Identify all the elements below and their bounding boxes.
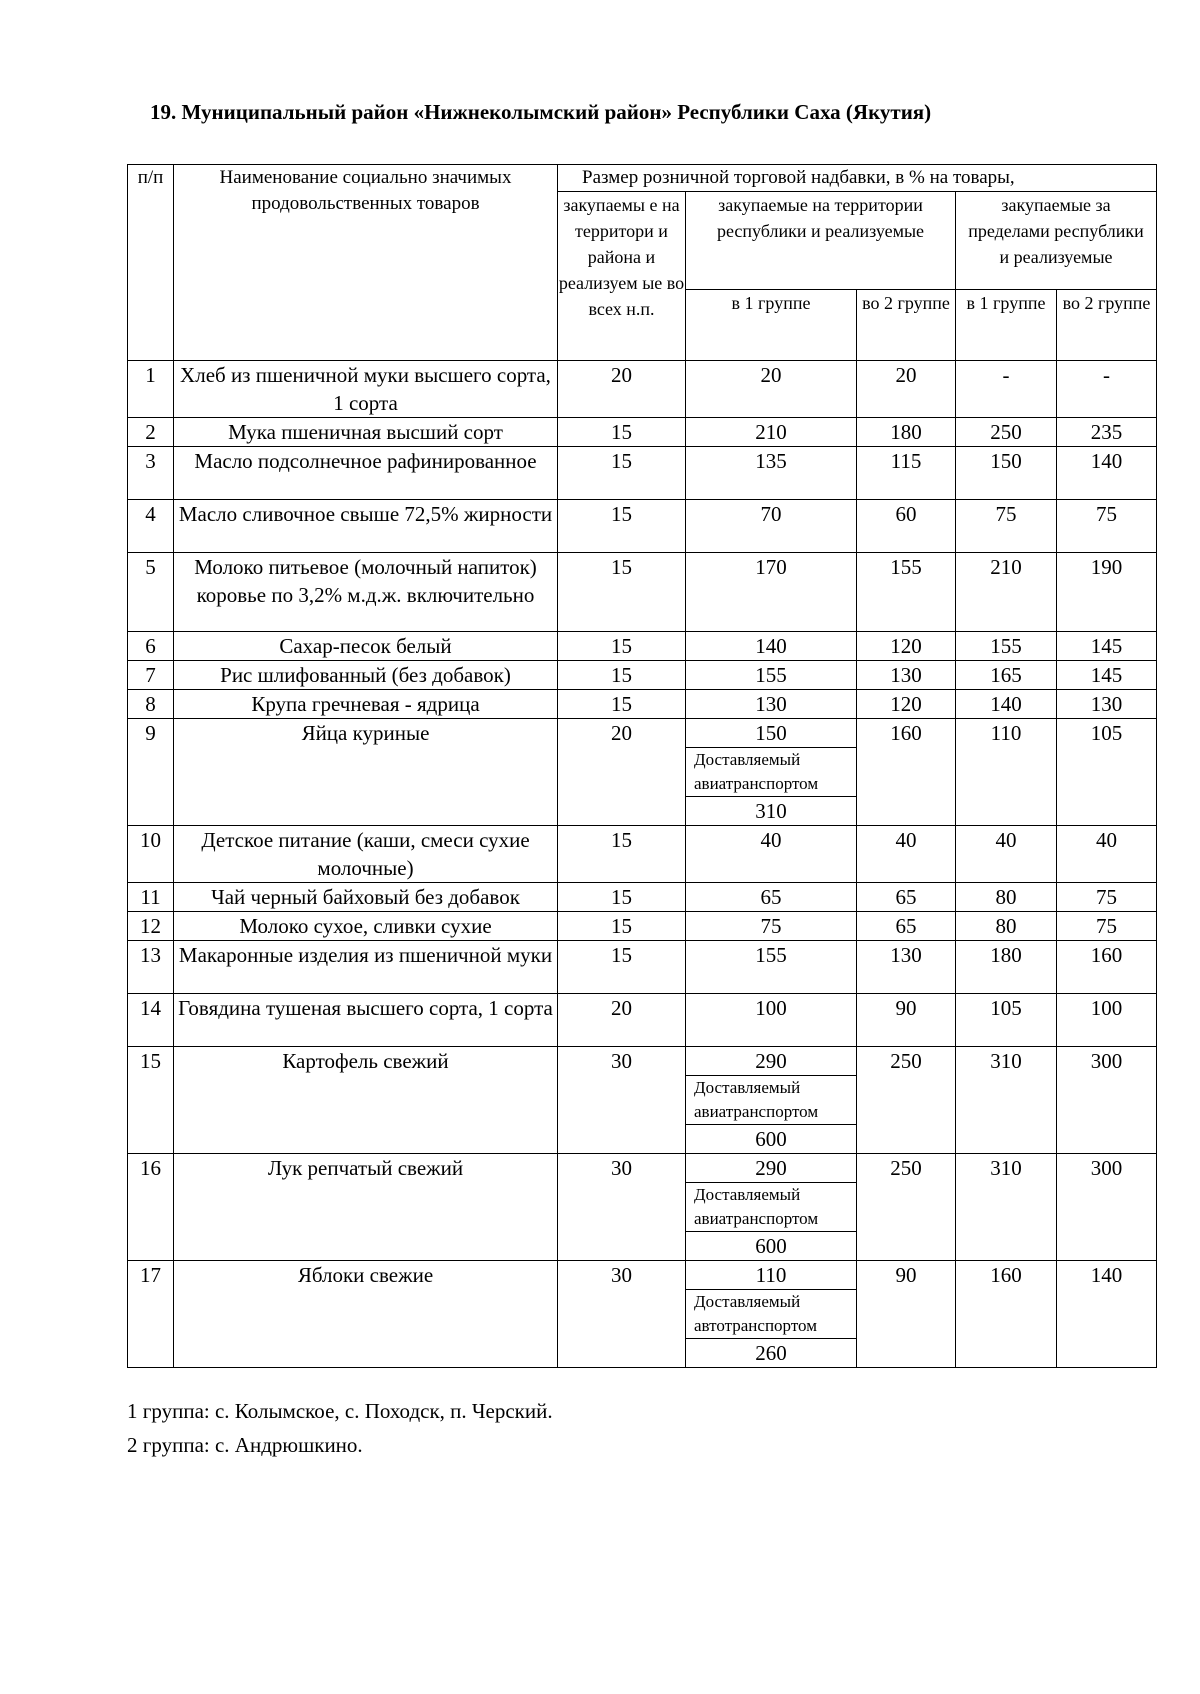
- cell-num: 2: [128, 418, 174, 447]
- cell-num: 5: [128, 553, 174, 632]
- table-row: [128, 1047, 1157, 1154]
- header-outside: закупаемые за пределами республики и реализуемые: [956, 192, 1157, 290]
- cell-num: 15: [128, 1047, 174, 1154]
- cell-num: 13: [128, 941, 174, 994]
- cell-local: 15: [558, 418, 686, 447]
- cell-num: 3: [128, 447, 174, 500]
- cell-rep-g1: 210: [686, 418, 857, 447]
- cell-rep-g2: 65: [857, 912, 956, 941]
- cell-local: 15: [558, 912, 686, 941]
- table-row: [128, 912, 1157, 941]
- header-rep-g1: в 1 группе: [686, 290, 857, 361]
- cell-local: 20: [558, 361, 686, 418]
- cell-rep-g1: 135: [686, 447, 857, 500]
- cell-rep-g1: 155: [686, 941, 857, 994]
- rep-g1-value: 290: [755, 1049, 787, 1073]
- header-republic: закупаемые на территории республики и реализуемые: [686, 192, 956, 290]
- table-row: [128, 690, 1157, 719]
- cell-rep-g2: 130: [857, 661, 956, 690]
- cell-out-g1: 250: [956, 418, 1057, 447]
- cell-out-g1: 155: [956, 632, 1057, 661]
- cell-out-g2: 160: [1057, 941, 1157, 994]
- cell-local: 20: [558, 994, 686, 1047]
- cell-name: Мука пшеничная высший сорт: [174, 418, 558, 447]
- cell-rep-g2: 20: [857, 361, 956, 418]
- cell-rep-g1: [686, 719, 857, 826]
- cell-out-g2: -: [1057, 361, 1157, 418]
- cell-out-g2: 40: [1057, 826, 1157, 883]
- cell-out-g2: 100: [1057, 994, 1157, 1047]
- cell-local: 15: [558, 661, 686, 690]
- cell-out-g2: 235: [1057, 418, 1157, 447]
- header-name: Наименование социально значимых продовольственных товаров: [174, 165, 558, 361]
- cell-name: Молоко сухое, сливки сухие: [174, 912, 558, 941]
- cell-rep-g2: 90: [857, 1261, 956, 1368]
- cell-num: 7: [128, 661, 174, 690]
- cell-rep-g1: 170: [686, 553, 857, 632]
- delivery-caption: Доставляемый автотранспортом: [686, 1289, 856, 1339]
- table-row: [128, 447, 1157, 500]
- table-row: [128, 500, 1157, 553]
- cell-rep-g1: 40: [686, 826, 857, 883]
- cell-out-g1: 40: [956, 826, 1057, 883]
- cell-out-g1: 165: [956, 661, 1057, 690]
- delivery-caption: Доставляемый авиатранспортом: [686, 1075, 856, 1125]
- cell-num: 16: [128, 1154, 174, 1261]
- cell-out-g2: 300: [1057, 1047, 1157, 1154]
- cell-name: Яйца куриные: [174, 719, 558, 826]
- cell-rep-g1: 75: [686, 912, 857, 941]
- note-group-1: 1 группа: с. Колымское, с. Походск, п. Черский.: [127, 1399, 553, 1423]
- cell-out-g1: -: [956, 361, 1057, 418]
- markup-table: [127, 164, 1157, 1368]
- cell-rep-g2: 40: [857, 826, 956, 883]
- cell-name: Макаронные изделия из пшеничной муки: [174, 941, 558, 994]
- group-notes: [127, 1394, 553, 1462]
- cell-out-g2: 145: [1057, 661, 1157, 690]
- cell-local: 15: [558, 553, 686, 632]
- cell-out-g2: 75: [1057, 912, 1157, 941]
- cell-name: Картофель свежий: [174, 1047, 558, 1154]
- cell-out-g2: 105: [1057, 719, 1157, 826]
- cell-rep-g2: 120: [857, 632, 956, 661]
- cell-out-g1: 160: [956, 1261, 1057, 1368]
- cell-rep-g2: 250: [857, 1154, 956, 1261]
- cell-out-g2: 140: [1057, 1261, 1157, 1368]
- cell-out-g1: 180: [956, 941, 1057, 994]
- table-row: [128, 418, 1157, 447]
- cell-rep-g2: 155: [857, 553, 956, 632]
- cell-num: 4: [128, 500, 174, 553]
- cell-out-g1: 80: [956, 912, 1057, 941]
- header-markup: Размер розничной торговой надбавки, в % на товары,: [558, 165, 1157, 192]
- cell-num: 9: [128, 719, 174, 826]
- cell-out-g2: 140: [1057, 447, 1157, 500]
- cell-name: Яблоки свежие: [174, 1261, 558, 1368]
- cell-local: 15: [558, 632, 686, 661]
- cell-rep-g2: 250: [857, 1047, 956, 1154]
- header-out-g1: в 1 группе: [956, 290, 1057, 361]
- header-out-g2: во 2 группе: [1057, 290, 1157, 361]
- rep-g1-alt-value: 600: [755, 1234, 787, 1258]
- cell-rep-g1: 130: [686, 690, 857, 719]
- table-row: [128, 361, 1157, 418]
- cell-name: Рис шлифованный (без добавок): [174, 661, 558, 690]
- table-row: [128, 883, 1157, 912]
- cell-rep-g2: 120: [857, 690, 956, 719]
- cell-out-g2: 190: [1057, 553, 1157, 632]
- note-group-2: 2 группа: с. Андрюшкино.: [127, 1433, 363, 1457]
- rep-g1-split: [686, 1154, 856, 1260]
- cell-local: 30: [558, 1261, 686, 1368]
- cell-out-g1: 310: [956, 1154, 1057, 1261]
- cell-out-g2: 300: [1057, 1154, 1157, 1261]
- cell-name: Говядина тушеная высшего сорта, 1 сорта: [174, 994, 558, 1047]
- rep-g1-alt-value: 600: [755, 1127, 787, 1151]
- cell-out-g2: 130: [1057, 690, 1157, 719]
- table-row: [128, 1261, 1157, 1368]
- header-num: п/п: [128, 165, 174, 361]
- cell-rep-g2: 180: [857, 418, 956, 447]
- cell-rep-g1: [686, 1047, 857, 1154]
- cell-local: 15: [558, 826, 686, 883]
- cell-num: 8: [128, 690, 174, 719]
- cell-name: Крупа гречневая - ядрица: [174, 690, 558, 719]
- cell-name: Детское питание (каши, смеси сухие молочные): [174, 826, 558, 883]
- cell-local: 15: [558, 690, 686, 719]
- cell-rep-g2: 60: [857, 500, 956, 553]
- cell-num: 6: [128, 632, 174, 661]
- rep-g1-split: [686, 1261, 856, 1367]
- cell-out-g2: 75: [1057, 883, 1157, 912]
- page-title: 19. Муниципальный район «Нижнеколымский район» Республики Саха (Якутия): [150, 100, 932, 124]
- rep-g1-value: 110: [755, 1263, 787, 1287]
- header-local: закупаемы е на территори и района и реализуем ые во всех н.п.: [558, 192, 686, 361]
- header-row-1: [128, 165, 1157, 192]
- rep-g1-value: 150: [755, 721, 787, 745]
- cell-out-g1: 80: [956, 883, 1057, 912]
- table-row: [128, 632, 1157, 661]
- cell-name: Хлеб из пшеничной муки высшего сорта, 1 сорта: [174, 361, 558, 418]
- rep-g1-split: [686, 719, 856, 825]
- cell-rep-g2: 90: [857, 994, 956, 1047]
- cell-name: Масло подсолнечное рафинированное: [174, 447, 558, 500]
- table-row: [128, 661, 1157, 690]
- cell-out-g1: 140: [956, 690, 1057, 719]
- cell-out-g2: 145: [1057, 632, 1157, 661]
- cell-name: Сахар-песок белый: [174, 632, 558, 661]
- cell-local: 15: [558, 941, 686, 994]
- cell-rep-g1: 70: [686, 500, 857, 553]
- cell-num: 11: [128, 883, 174, 912]
- cell-out-g1: 75: [956, 500, 1057, 553]
- cell-rep-g1: 65: [686, 883, 857, 912]
- cell-name: Лук репчатый свежий: [174, 1154, 558, 1261]
- cell-out-g1: 110: [956, 719, 1057, 826]
- cell-name: Молоко питьевое (молочный напиток) коровье по 3,2% м.д.ж. включительно: [174, 553, 558, 632]
- cell-num: 10: [128, 826, 174, 883]
- cell-local: 15: [558, 500, 686, 553]
- cell-rep-g1: 20: [686, 361, 857, 418]
- cell-rep-g1: [686, 1261, 857, 1368]
- cell-rep-g2: 115: [857, 447, 956, 500]
- table-row: [128, 941, 1157, 994]
- cell-out-g1: 150: [956, 447, 1057, 500]
- cell-num: 14: [128, 994, 174, 1047]
- header-rep-g2: во 2 группе: [857, 290, 956, 361]
- cell-rep-g1: 155: [686, 661, 857, 690]
- delivery-caption: Доставляемый авиатранспортом: [686, 747, 856, 797]
- cell-rep-g2: 130: [857, 941, 956, 994]
- rep-g1-split: [686, 1047, 856, 1153]
- cell-local: 20: [558, 719, 686, 826]
- table-row: [128, 719, 1157, 826]
- table-row: [128, 994, 1157, 1047]
- cell-local: 15: [558, 883, 686, 912]
- cell-out-g1: 210: [956, 553, 1057, 632]
- table-row: [128, 826, 1157, 883]
- cell-num: 12: [128, 912, 174, 941]
- cell-name: Масло сливочное свыше 72,5% жирности: [174, 500, 558, 553]
- cell-rep-g1: 100: [686, 994, 857, 1047]
- delivery-caption: Доставляемый авиатранспортом: [686, 1182, 856, 1232]
- cell-rep-g1: 140: [686, 632, 857, 661]
- cell-rep-g2: 160: [857, 719, 956, 826]
- table-row: [128, 1154, 1157, 1261]
- cell-out-g1: 105: [956, 994, 1057, 1047]
- table-body: [128, 165, 1157, 1368]
- cell-name: Чай черный байховый без добавок: [174, 883, 558, 912]
- rep-g1-alt-value: 260: [755, 1341, 787, 1365]
- cell-local: 30: [558, 1154, 686, 1261]
- rep-g1-alt-value: 310: [755, 799, 787, 823]
- cell-num: 17: [128, 1261, 174, 1368]
- cell-local: 15: [558, 447, 686, 500]
- rep-g1-value: 290: [755, 1156, 787, 1180]
- cell-out-g1: 310: [956, 1047, 1057, 1154]
- cell-out-g2: 75: [1057, 500, 1157, 553]
- cell-rep-g2: 65: [857, 883, 956, 912]
- cell-num: 1: [128, 361, 174, 418]
- cell-rep-g1: [686, 1154, 857, 1261]
- table-row: [128, 553, 1157, 632]
- cell-local: 30: [558, 1047, 686, 1154]
